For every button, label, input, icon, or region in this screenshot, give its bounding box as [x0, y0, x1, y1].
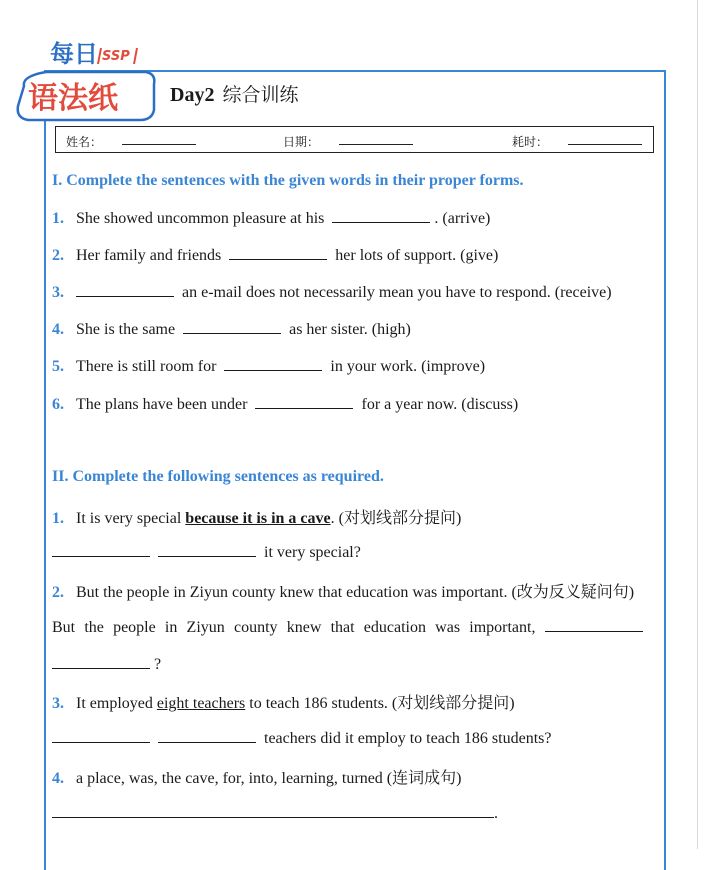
answer-blank[interactable]	[224, 356, 322, 371]
name-field[interactable]: 姓名：	[66, 133, 102, 150]
day-label: Day2	[170, 84, 215, 106]
s2-q2: 2. But the people in Ziyun county knew that education was important. (改为反义疑问句)	[52, 584, 635, 601]
day-subtitle: 综合训练	[222, 84, 299, 106]
answer-blank[interactable]	[76, 282, 174, 297]
student-info-box	[55, 126, 654, 153]
logo-line1: 每日	[50, 40, 98, 68]
s2-q1: 1. It is very special because it is in a cave. (对划线部分提问)	[52, 510, 462, 527]
daily-grammar-logo	[6, 36, 158, 126]
s2-q2-answer-end: ?	[52, 654, 161, 674]
answer-blank[interactable]	[229, 245, 327, 260]
time-field[interactable]: 耗时：	[512, 133, 548, 150]
s2-q1-answer: it very special?	[52, 542, 361, 562]
s2-q4: 4. a place, was, the cave, for, into, learning, turned (连词成句)	[52, 770, 462, 787]
answer-blank[interactable]	[52, 542, 150, 557]
scroll-edge	[697, 0, 698, 849]
answer-blank[interactable]	[545, 617, 643, 632]
s2-q3: 3. It employed eight teachers to teach 186 students. (对划线部分提问)	[52, 695, 515, 712]
section2-title: II. Complete the following sentences as required.	[52, 468, 384, 485]
logo-line2: 语法纸	[28, 81, 118, 116]
s1-item-2: 2. Her family and friends her lots of support. (give)	[52, 247, 499, 264]
date-field[interactable]: 日期：	[283, 133, 319, 150]
s1-item-6: 6. The plans have been under for a year now. (discuss)	[52, 396, 519, 413]
s2-q4-answer: .	[52, 803, 498, 823]
s2-q3-answer: teachers did it employ to teach 186 students?	[52, 728, 551, 748]
s1-item-3: 3. an e-mail does not necessarily mean you have to respond. (receive)	[52, 284, 612, 301]
s2-q2-answer-line: But the people in Ziyun county knew that education was important,	[52, 617, 643, 637]
s1-item-1: 1. She showed uncommon pleasure at his . (arrive)	[52, 210, 491, 227]
page-title	[170, 80, 298, 107]
logo-badge: SSP	[102, 49, 130, 64]
s1-item-5: 5. There is still room for in your work. (improve)	[52, 358, 486, 375]
s1-item-4: 4. She is the same as her sister. (high)	[52, 321, 411, 338]
section1-title: I. Complete the sentences with the given words in their proper forms.	[52, 172, 524, 189]
underlined-phrase: because it is in a cave	[185, 510, 331, 527]
answer-blank[interactable]	[183, 319, 281, 334]
answer-blank[interactable]	[332, 208, 430, 223]
answer-blank[interactable]	[158, 542, 256, 557]
answer-blank[interactable]	[52, 654, 150, 669]
answer-line[interactable]	[52, 803, 494, 818]
underlined-phrase: eight teachers	[156, 695, 246, 712]
answer-blank[interactable]	[255, 394, 353, 409]
answer-blank[interactable]	[52, 728, 150, 743]
answer-blank[interactable]	[158, 728, 256, 743]
